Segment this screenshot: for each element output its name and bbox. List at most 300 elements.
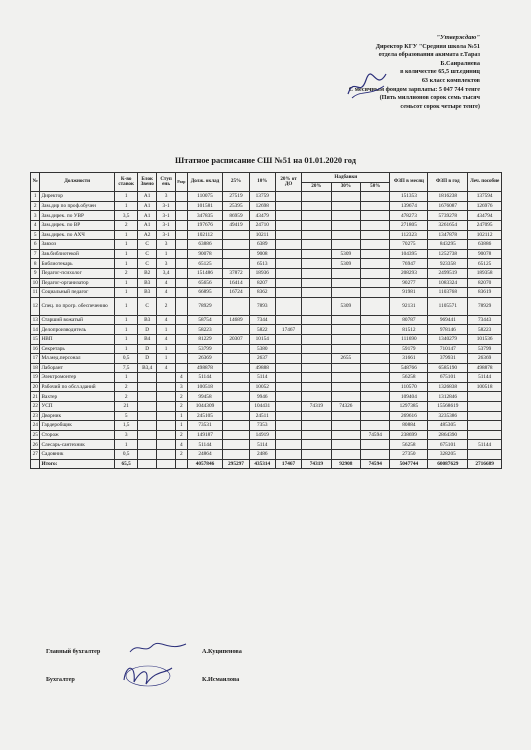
step-cell: 3 — [157, 240, 176, 250]
row-num-cell: 24 — [31, 421, 40, 431]
units-cell: 7,5 — [115, 363, 138, 373]
fzp-month-cell: 76947 — [390, 259, 428, 269]
p25-cell — [223, 430, 249, 440]
post-name-cell: Зам.дирек. по ВР — [40, 220, 115, 230]
a30-cell — [331, 315, 360, 325]
rank-cell: 1 — [176, 411, 188, 421]
table-row — [31, 192, 502, 202]
block-cell — [138, 459, 157, 469]
step-cell — [157, 430, 176, 440]
rank-cell — [176, 259, 188, 269]
table-row — [31, 315, 502, 325]
salary-cell: 53799 — [187, 344, 223, 354]
fzp-year-cell: 1676087 — [428, 201, 468, 211]
post-name-cell: Рабочий по обсл.зданий — [40, 382, 115, 392]
medical-cell: 26369 — [468, 354, 502, 364]
row-num-cell: 21 — [31, 392, 40, 402]
p20do-cell — [275, 411, 301, 421]
a50-cell — [361, 288, 390, 298]
fzp-year-cell: 1326838 — [428, 382, 468, 392]
fzp-year-cell: 2864390 — [428, 430, 468, 440]
p10-cell: 10211 — [249, 230, 275, 240]
p25-cell: 49419 — [223, 220, 249, 230]
table-row — [31, 278, 502, 288]
p10-cell: 8207 — [249, 278, 275, 288]
a50-cell — [361, 278, 390, 288]
step-cell: 3 — [157, 192, 176, 202]
salary-cell: 66895 — [187, 288, 223, 298]
rank-cell: 4 — [176, 373, 188, 383]
step-cell: 3-1 — [157, 220, 176, 230]
p25-cell — [223, 411, 249, 421]
approval-heading: "Утверждаю" — [436, 34, 480, 41]
row-num-cell: 11 — [31, 288, 40, 298]
row-num-cell: 16 — [31, 344, 40, 354]
fzp-month-cell: 31661 — [390, 354, 428, 364]
p10-cell: 18936 — [249, 268, 275, 278]
block-cell: C — [138, 297, 157, 315]
table-row — [31, 392, 502, 402]
medical-cell: 78929 — [468, 297, 502, 315]
p10-cell: 7344 — [249, 315, 275, 325]
rank-cell — [176, 230, 188, 240]
block-cell: A1 — [138, 192, 157, 202]
a50-cell — [361, 373, 390, 383]
p20do-cell — [275, 430, 301, 440]
a20-cell — [302, 259, 331, 269]
medical-cell: 2716689 — [468, 459, 502, 469]
a20-cell — [302, 278, 331, 288]
medical-cell — [468, 421, 502, 431]
salary-cell: 151486 — [187, 268, 223, 278]
post-name-cell: Завхоз — [40, 240, 115, 250]
block-cell: D — [138, 325, 157, 335]
a50-cell — [361, 402, 390, 412]
table-row — [31, 450, 502, 460]
step-cell: 3-1 — [157, 230, 176, 240]
step-cell: 1 — [157, 249, 176, 259]
a20-cell — [302, 220, 331, 230]
fzp-year-cell: 1816238 — [428, 192, 468, 202]
p20do-cell — [275, 278, 301, 288]
row-num-cell: 4 — [31, 220, 40, 230]
step-cell — [157, 373, 176, 383]
fzp-year-cell: 485305 — [428, 421, 468, 431]
table-row — [31, 354, 502, 364]
fzp-month-cell: 92131 — [390, 297, 428, 315]
p20do-cell — [275, 440, 301, 450]
a50-cell: 74594 — [361, 459, 390, 469]
table-row — [31, 402, 502, 412]
a30-cell — [331, 382, 360, 392]
salary-cell: 90078 — [187, 249, 223, 259]
a50-cell — [361, 211, 390, 221]
a30-cell — [331, 211, 360, 221]
p20do-cell — [275, 315, 301, 325]
p10-cell: 10154 — [249, 334, 275, 344]
a30-cell — [331, 325, 360, 335]
block-cell — [138, 392, 157, 402]
a50-cell — [361, 297, 390, 315]
block-cell — [138, 411, 157, 421]
step-cell — [157, 450, 176, 460]
col-p20do: 20% от ДО — [275, 173, 301, 192]
medical-cell: 63886 — [468, 240, 502, 250]
a50-cell — [361, 240, 390, 250]
a50-cell — [361, 392, 390, 402]
row-num-cell: 15 — [31, 334, 40, 344]
col-medical: Леч. пособие — [468, 173, 502, 192]
rank-cell — [176, 325, 188, 335]
approval-line: в количестве 65,5 шт.единиц — [400, 68, 480, 76]
medical-cell — [468, 450, 502, 460]
fzp-month-cell: 110570 — [390, 382, 428, 392]
a50-cell — [361, 201, 390, 211]
a20-cell — [302, 373, 331, 383]
p10-cell: 435314 — [249, 459, 275, 469]
salary-cell: 65125 — [187, 259, 223, 269]
accountant-label: Бухгалтер — [46, 676, 75, 683]
rank-cell: 2 — [176, 402, 188, 412]
p10-cell: 43479 — [249, 211, 275, 221]
a50-cell — [361, 268, 390, 278]
p10-cell: 5380 — [249, 344, 275, 354]
a50-cell — [361, 363, 390, 373]
row-num-cell: 26 — [31, 440, 40, 450]
fzp-year-cell: 1103768 — [428, 288, 468, 298]
step-cell: 4 — [157, 288, 176, 298]
fzp-year-cell: 379931 — [428, 354, 468, 364]
fzp-year-cell: 5739278 — [428, 211, 468, 221]
accountant-name: К.Исмаилова — [202, 676, 240, 683]
fzp-year-cell: 1347878 — [428, 230, 468, 240]
post-name-cell: Спец. по прогр. обеспечению — [40, 297, 115, 315]
step-cell: 1 — [157, 354, 176, 364]
a30-cell — [331, 373, 360, 383]
p25-cell: 16724 — [223, 288, 249, 298]
p10-cell: 8362 — [249, 288, 275, 298]
post-name-cell: Библиотекарь — [40, 259, 115, 269]
post-name-cell: НВП — [40, 334, 115, 344]
block-cell: C — [138, 249, 157, 259]
col-fzp-month: ФЗП в месяц — [390, 173, 428, 192]
table-row — [31, 211, 502, 221]
p25-cell: 295297 — [223, 459, 249, 469]
p20do-cell — [275, 373, 301, 383]
a20-cell — [302, 411, 331, 421]
p20do-cell — [275, 421, 301, 431]
a30-cell: 74326 — [331, 402, 360, 412]
a50-cell — [361, 259, 390, 269]
p25-cell — [223, 297, 249, 315]
a50-cell — [361, 249, 390, 259]
a30-cell — [331, 230, 360, 240]
a50-cell — [361, 220, 390, 230]
a50-cell — [361, 230, 390, 240]
col-units: К-во ставок — [115, 173, 138, 192]
rank-cell — [176, 315, 188, 325]
row-num-cell: 2 — [31, 201, 40, 211]
post-name-cell: Мл.мед.персонал — [40, 354, 115, 364]
units-cell: 1 — [115, 297, 138, 315]
fzp-month-cell: 238699 — [390, 430, 428, 440]
post-name-cell: Сторож — [40, 430, 115, 440]
rank-cell: 2 — [176, 392, 188, 402]
step-cell — [157, 440, 176, 450]
salary-cell: 58223 — [187, 325, 223, 335]
a50-cell — [361, 325, 390, 335]
page-title: Штатное расписание СШ №51 на 01.01.2020 год — [175, 156, 356, 165]
units-cell: 1 — [115, 230, 138, 240]
a30-cell — [331, 421, 360, 431]
col-rank: Разр — [176, 173, 188, 192]
col-allowances: Надбавки — [302, 173, 390, 183]
p10-cell: 49888 — [249, 363, 275, 373]
fzp-month-cell: 56258 — [390, 440, 428, 450]
fzp-month-cell: 59179 — [390, 344, 428, 354]
col-num: № — [31, 173, 40, 192]
p25-cell: 86959 — [223, 211, 249, 221]
a20-cell — [302, 249, 331, 259]
chief-accountant-label: Главный бухгалтер — [46, 648, 101, 655]
fzp-month-cell: 90277 — [390, 278, 428, 288]
a50-cell — [361, 411, 390, 421]
medical-cell: 189358 — [468, 268, 502, 278]
step-cell: 3 — [157, 259, 176, 269]
chief-signature-icon — [128, 640, 188, 656]
salary-cell: 110075 — [187, 192, 223, 202]
salary-cell: 24864 — [187, 450, 223, 460]
step-cell: 1 — [157, 325, 176, 335]
p20do-cell — [275, 249, 301, 259]
p25-cell — [223, 402, 249, 412]
rank-cell — [176, 288, 188, 298]
a20-cell: 74319 — [302, 459, 331, 469]
step-cell: 4 — [157, 363, 176, 373]
fzp-month-cell: 5047744 — [390, 459, 428, 469]
p20do-cell — [275, 220, 301, 230]
a50-cell — [361, 192, 390, 202]
medical-cell: 51144 — [468, 373, 502, 383]
p25-cell — [223, 325, 249, 335]
salary-cell: 197676 — [187, 220, 223, 230]
post-name-cell: Старший вожатый — [40, 315, 115, 325]
a30-cell — [331, 278, 360, 288]
a50-cell — [361, 382, 390, 392]
table-row — [31, 344, 502, 354]
a30-cell — [331, 201, 360, 211]
post-name-cell: Слесарь-сантехник — [40, 440, 115, 450]
a50-cell — [361, 440, 390, 450]
table-row — [31, 249, 502, 259]
rank-cell: 3 — [176, 382, 188, 392]
col-fzp-year: ФЗП в год — [428, 173, 468, 192]
medical-cell: 90078 — [468, 249, 502, 259]
p10-cell: 9008 — [249, 249, 275, 259]
a30-cell: 5309 — [331, 297, 360, 315]
salary-cell: 1044309 — [187, 402, 223, 412]
rank-cell — [176, 344, 188, 354]
a20-cell: 74319 — [302, 402, 331, 412]
units-cell: 1 — [115, 315, 138, 325]
rank-cell — [176, 201, 188, 211]
post-name-cell: Садовник — [40, 450, 115, 460]
rank-cell — [176, 268, 188, 278]
col-post: Должности — [40, 173, 115, 192]
a20-cell — [302, 382, 331, 392]
fzp-year-cell: 969441 — [428, 315, 468, 325]
fzp-year-cell: 675101 — [428, 373, 468, 383]
rank-cell — [176, 240, 188, 250]
post-name-cell: Секретарь — [40, 344, 115, 354]
p20do-cell — [275, 288, 301, 298]
p10-cell: 13759 — [249, 192, 275, 202]
units-cell: 5 — [115, 411, 138, 421]
units-cell: 2 — [115, 268, 138, 278]
p20do-cell: 17467 — [275, 325, 301, 335]
a50-cell — [361, 334, 390, 344]
post-name-cell: Делопроизводитель — [40, 325, 115, 335]
rank-cell — [176, 211, 188, 221]
block-cell: B3,4 — [138, 363, 157, 373]
salary-cell: 149187 — [187, 430, 223, 440]
row-num-cell: 5 — [31, 230, 40, 240]
salary-cell: 100518 — [187, 382, 223, 392]
a20-cell — [302, 430, 331, 440]
p20do-cell — [275, 230, 301, 240]
a30-cell — [331, 192, 360, 202]
row-num-cell: 6 — [31, 240, 40, 250]
a20-cell — [302, 230, 331, 240]
approval-line: (Пять миллионов сорок семь тысяч — [379, 94, 480, 102]
approval-line: Б.Саиралиева — [440, 59, 480, 67]
step-cell — [157, 421, 176, 431]
row-num-cell: 22 — [31, 402, 40, 412]
salary-cell: 99458 — [187, 392, 223, 402]
p20do-cell: 17467 — [275, 459, 301, 469]
col-a20: 20% — [302, 182, 331, 192]
a30-cell — [331, 334, 360, 344]
salary-cell: 245105 — [187, 411, 223, 421]
p20do-cell — [275, 240, 301, 250]
medical-cell: 100518 — [468, 382, 502, 392]
fzp-month-cell: 269616 — [390, 411, 428, 421]
step-cell — [157, 459, 176, 469]
p25-cell — [223, 450, 249, 460]
row-num-cell: 10 — [31, 278, 40, 288]
block-cell — [138, 382, 157, 392]
a50-cell — [361, 315, 390, 325]
table-row — [31, 382, 502, 392]
block-cell: B3 — [138, 288, 157, 298]
col-p25: 25% — [223, 173, 249, 192]
a20-cell — [302, 450, 331, 460]
rank-cell — [176, 192, 188, 202]
p25-cell: 37872 — [223, 268, 249, 278]
p25-cell — [223, 382, 249, 392]
medical-cell — [468, 402, 502, 412]
rank-cell — [176, 334, 188, 344]
units-cell: 1 — [115, 249, 138, 259]
table-row — [31, 230, 502, 240]
a30-cell — [331, 363, 360, 373]
block-cell: B3 — [138, 315, 157, 325]
fzp-year-cell: 978146 — [428, 325, 468, 335]
fzp-year-cell: 2499519 — [428, 268, 468, 278]
step-cell: 1 — [157, 344, 176, 354]
salary-cell: 63886 — [187, 240, 223, 250]
a50-cell — [361, 421, 390, 431]
units-cell: 2 — [115, 382, 138, 392]
rank-cell — [176, 354, 188, 364]
fzp-month-cell: 208293 — [390, 268, 428, 278]
p20do-cell — [275, 382, 301, 392]
p10-cell: 24710 — [249, 220, 275, 230]
fzp-month-cell: 139674 — [390, 201, 428, 211]
post-name-cell: Дворник — [40, 411, 115, 421]
units-cell: 1,5 — [115, 421, 138, 431]
row-num-cell: 12 — [31, 297, 40, 315]
a30-cell: 5309 — [331, 249, 360, 259]
a20-cell — [302, 421, 331, 431]
units-cell: 1 — [115, 278, 138, 288]
fzp-year-cell: 923358 — [428, 259, 468, 269]
rank-cell — [176, 249, 188, 259]
step-cell: 4 — [157, 334, 176, 344]
medical-cell: 126976 — [468, 201, 502, 211]
medical-cell: 82070 — [468, 278, 502, 288]
a20-cell — [302, 297, 331, 315]
p10-cell: 104431 — [249, 402, 275, 412]
fzp-year-cell: 15568619 — [428, 402, 468, 412]
post-name-cell: Зав.библиотекой — [40, 249, 115, 259]
post-name-cell: Социальный педагог — [40, 288, 115, 298]
a50-cell — [361, 450, 390, 460]
col-step: Ступ ень — [157, 173, 176, 192]
p20do-cell — [275, 344, 301, 354]
table-row — [31, 268, 502, 278]
salary-cell: 102112 — [187, 230, 223, 240]
p20do-cell — [275, 192, 301, 202]
table-row — [31, 288, 502, 298]
medical-cell: 51144 — [468, 440, 502, 450]
table-row — [31, 240, 502, 250]
a20-cell — [302, 325, 331, 335]
units-cell: 1 — [115, 192, 138, 202]
a20-cell — [302, 315, 331, 325]
p10-cell: 10052 — [249, 382, 275, 392]
post-name-cell: Гардеробщик — [40, 421, 115, 431]
block-cell — [138, 421, 157, 431]
units-cell: 3,5 — [115, 211, 138, 221]
salary-cell: 51144 — [187, 440, 223, 450]
a30-cell — [331, 392, 360, 402]
p10-cell: 7893 — [249, 297, 275, 315]
fzp-month-cell: 271805 — [390, 220, 428, 230]
row-num-cell: 7 — [31, 249, 40, 259]
approval-line: С месячным фондом зарплаты: 5 047 744 тенге — [348, 85, 480, 93]
a30-cell — [331, 440, 360, 450]
block-cell: D — [138, 344, 157, 354]
a30-cell — [331, 450, 360, 460]
col-a50: 50% — [361, 182, 390, 192]
total-row — [31, 459, 502, 469]
units-cell: 2 — [115, 392, 138, 402]
accountant-signature-icon — [120, 660, 176, 690]
block-cell: B4 — [138, 334, 157, 344]
a20-cell — [302, 334, 331, 344]
salary-cell: 78929 — [187, 297, 223, 315]
